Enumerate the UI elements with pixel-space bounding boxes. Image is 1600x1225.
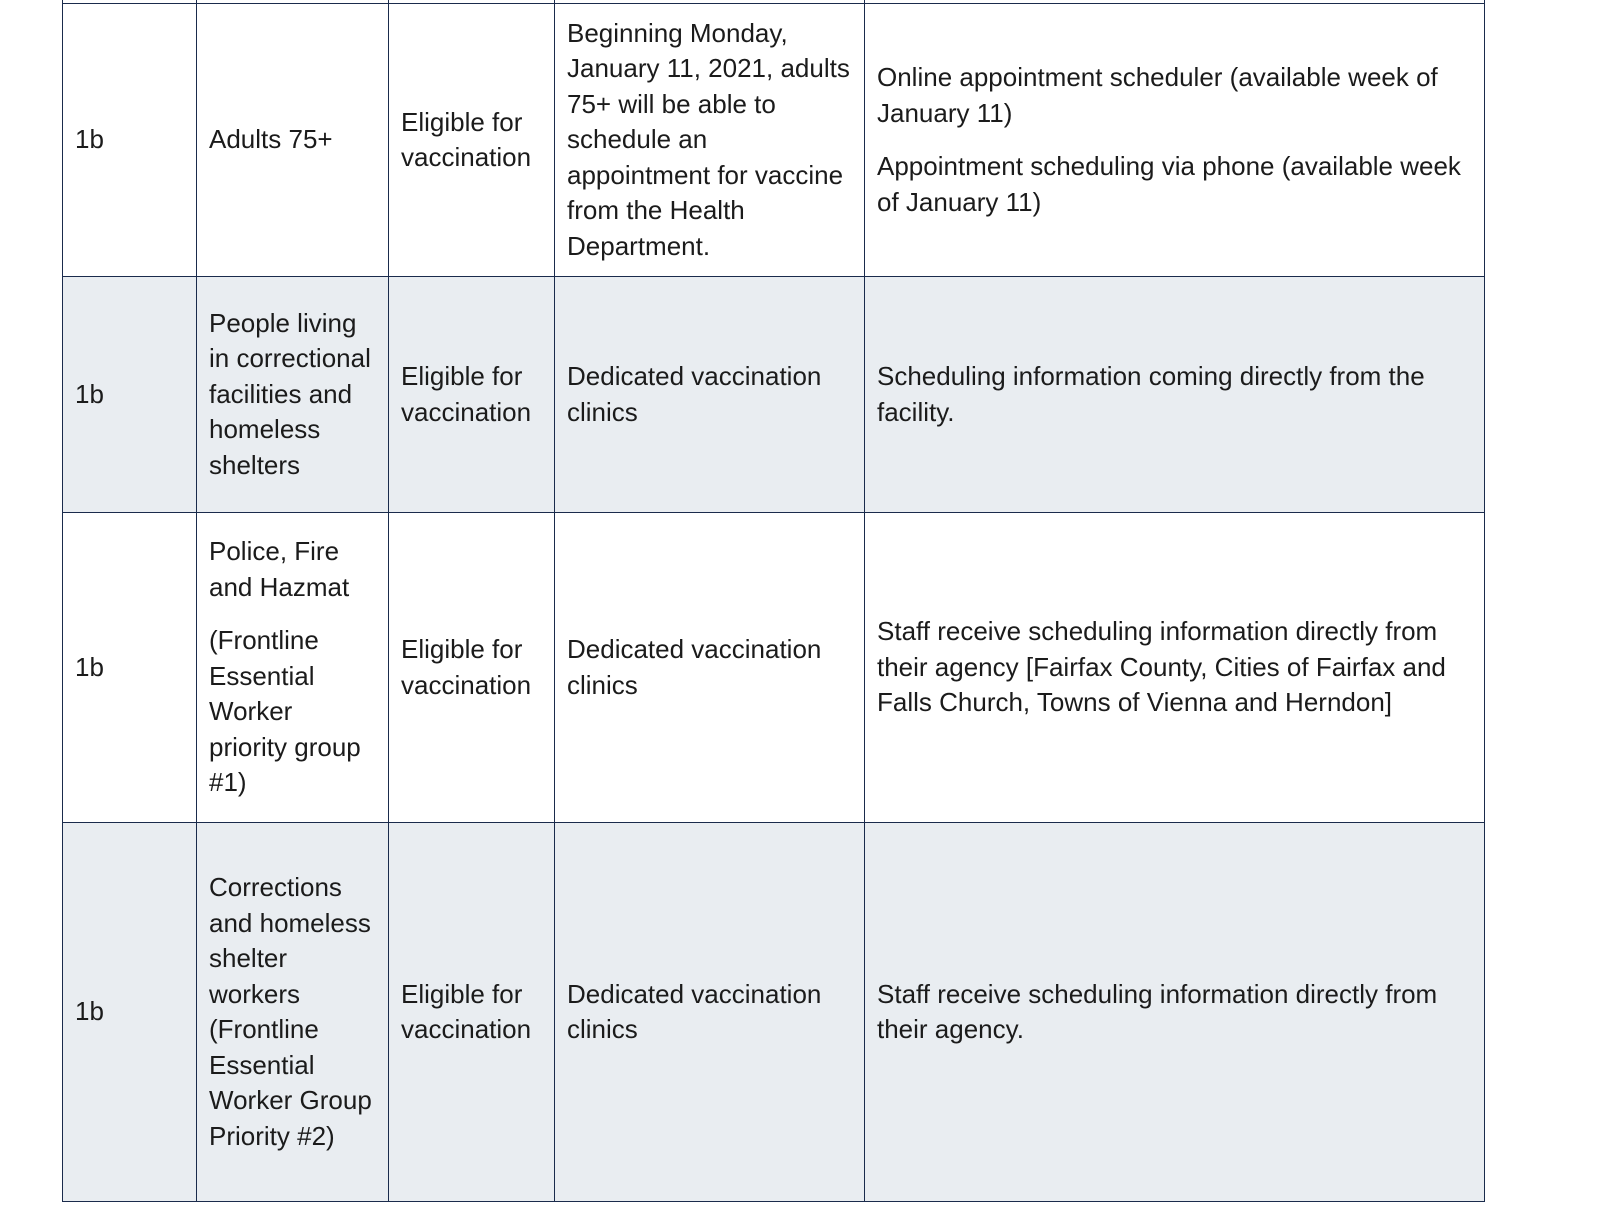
method-cell: Dedicated vaccination clinics <box>555 823 865 1202</box>
group-text: Corrections and homeless shelter workers (Frontline Essential Worker Group Priority #2) <box>209 872 372 1151</box>
details-cell <box>865 4 1485 277</box>
group-note: (Frontline Essential Worker priority group #1) <box>209 625 361 798</box>
details-paragraph: Online appointment scheduler (available week of January 11) <box>877 62 1438 128</box>
details-paragraph: Scheduling information coming directly from the facility. <box>877 361 1425 427</box>
method-cell: Dedicated vaccination clinics <box>555 277 865 513</box>
status-cell: Eligible for vaccination <box>389 513 555 823</box>
phase-cell: 1b <box>63 823 197 1202</box>
phase-cell: 1b <box>63 277 197 513</box>
details-cell <box>865 823 1485 1202</box>
group-text: People living in correctional facilities and homeless shelters <box>209 307 371 480</box>
details-paragraph: Appointment scheduling via phone (available week of January 11) <box>877 151 1461 217</box>
vaccination-phase-table <box>62 0 1485 1202</box>
details-paragraph: Staff receive scheduling information directly from their agency. <box>877 978 1438 1044</box>
method-cell: Beginning Monday, January 11, 2021, adults 75+ will be able to schedule an appointment for vaccine from the Health Department. <box>555 4 865 277</box>
status-cell: Eligible for vaccination <box>389 277 555 513</box>
table-row <box>63 823 1485 1202</box>
group-text: Police, Fire and Hazmat <box>209 536 350 602</box>
details-cell <box>865 277 1485 513</box>
phase-cell: 1b <box>63 513 197 823</box>
phase-cell: 1b <box>63 4 197 277</box>
group-cell <box>197 277 389 513</box>
group-text: Adults 75+ <box>209 124 333 155</box>
status-cell: Eligible for vaccination <box>389 4 555 277</box>
group-cell <box>197 4 389 277</box>
table-row <box>63 277 1485 513</box>
group-cell <box>197 823 389 1202</box>
details-paragraph: Staff receive scheduling information directly from their agency [Fairfax County, Cities of Fairfax and Falls Church, Towns of Vienna and Herndon] <box>877 616 1446 718</box>
table-row <box>63 513 1485 823</box>
method-cell: Dedicated vaccination clinics <box>555 513 865 823</box>
table-row <box>63 4 1485 277</box>
group-cell <box>197 513 389 823</box>
details-cell <box>865 513 1485 823</box>
status-cell: Eligible for vaccination <box>389 823 555 1202</box>
